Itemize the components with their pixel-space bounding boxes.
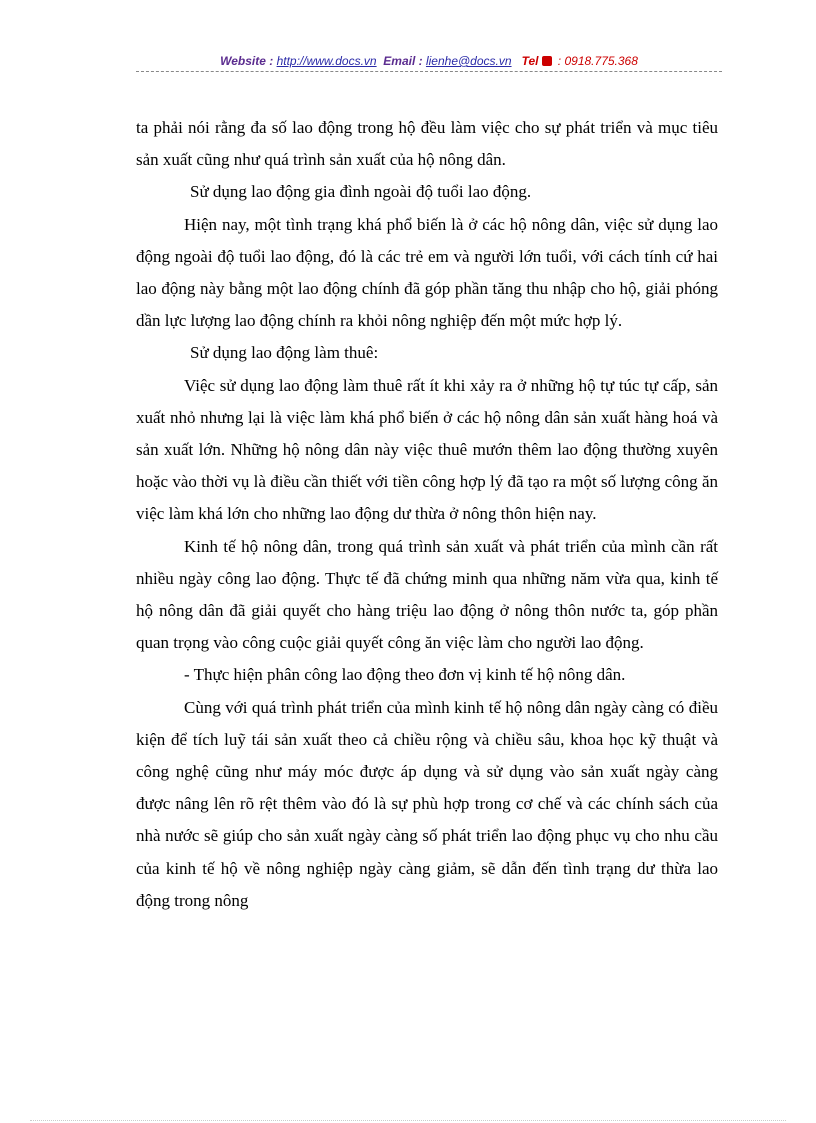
tel-label: Tel xyxy=(521,54,539,68)
body-paragraph: Hiện nay, một tình trạng khá phổ biến là ở các hộ nông dân, việc sử dụng lao động ngoài độ tuổi lao động, đó là các trẻ em và người lớn tuổi, với cách tính cứ hai lao động này bằng một lao động chính đã góp phần tăng thu nhập cho hộ, giải phóng dần lực lượng lao động chính ra khỏi nông nghiệp đến một mức hợp lý. xyxy=(136,214,718,331)
footer-divider xyxy=(30,1120,786,1121)
body-paragraph: ta phải nói rằng đa số lao động trong hộ đều làm việc cho sự phát triển và mục tiêu sản xuất cũng như quá trình sản xuất của hộ nông dân. xyxy=(136,118,718,170)
tel-separator: : xyxy=(554,54,565,68)
document-body xyxy=(136,112,718,917)
section-heading: Sử dụng lao động làm thuê: xyxy=(190,343,379,363)
phone-icon xyxy=(542,56,552,66)
body-paragraph: Cùng với quá trình phát triển của mình kinh tế hộ nông dân ngày càng có điều kiện để tích luỹ tái sản xuất theo cả chiều rộng và chiều sâu, khoa học kỹ thuật và công nghệ cũng như máy móc được áp dụng và sử dụng vào sản xuất ngày càng được nâng lên rõ rệt thêm vào đó là sự phù hợp trong cơ chế và các chính sách của nhà nước sẽ giúp cho sản xuất ngày càng số phát triển lao động phục vụ cho nhu cầu của kinh tế hộ về nông nghiệp ngày càng giảm, sẽ dẫn đến tình trạng dư thừa lao động trong nông xyxy=(136,697,718,910)
section-heading: - Thực hiện phân công lao động theo đơn vị kinh tế hộ nông dân. xyxy=(184,665,626,685)
website-label: Website xyxy=(220,54,266,68)
page-header xyxy=(136,52,722,72)
email-link[interactable]: lienhe@docs.vn xyxy=(425,54,512,68)
email-separator: : xyxy=(415,54,426,68)
website-separator: : xyxy=(265,54,277,68)
section-heading: Sử dụng lao động gia đình ngoài độ tuổi lao động. xyxy=(190,182,532,202)
body-paragraph: Kinh tế hộ nông dân, trong quá trình sản xuất và phát triển của mình cần rất nhiều ngày công lao động. Thực tế đã chứng minh qua những năm vừa qua, kinh tế hộ nông dân đã giải quyết cho hàng triệu lao động ở nông thôn nước ta, góp phần quan trọng vào công cuộc giải quyết công ăn việc làm cho người lao động. xyxy=(136,536,718,653)
email-label: Email xyxy=(383,54,416,68)
tel-value: 0918.775.368 xyxy=(564,54,638,68)
website-link[interactable]: http://www.docs.vn xyxy=(276,54,377,68)
header-divider xyxy=(136,71,722,72)
body-paragraph: Việc sử dụng lao động làm thuê rất ít khi xảy ra ở những hộ tự túc tự cấp, sản xuất nhỏ nhưng lại là việc làm khá phổ biến ở các hộ nông dân sản xuất hàng hoá và sản xuất lớn. Những hộ nông dân này việc thuê mướn thêm lao động thường xuyên hoặc vào thời vụ là điều cần thiết với tiền công hợp lý đã tạo ra một số lượng công ăn việc làm khá lớn cho những lao động dư thừa ở nông thôn hiện nay. xyxy=(136,375,718,524)
